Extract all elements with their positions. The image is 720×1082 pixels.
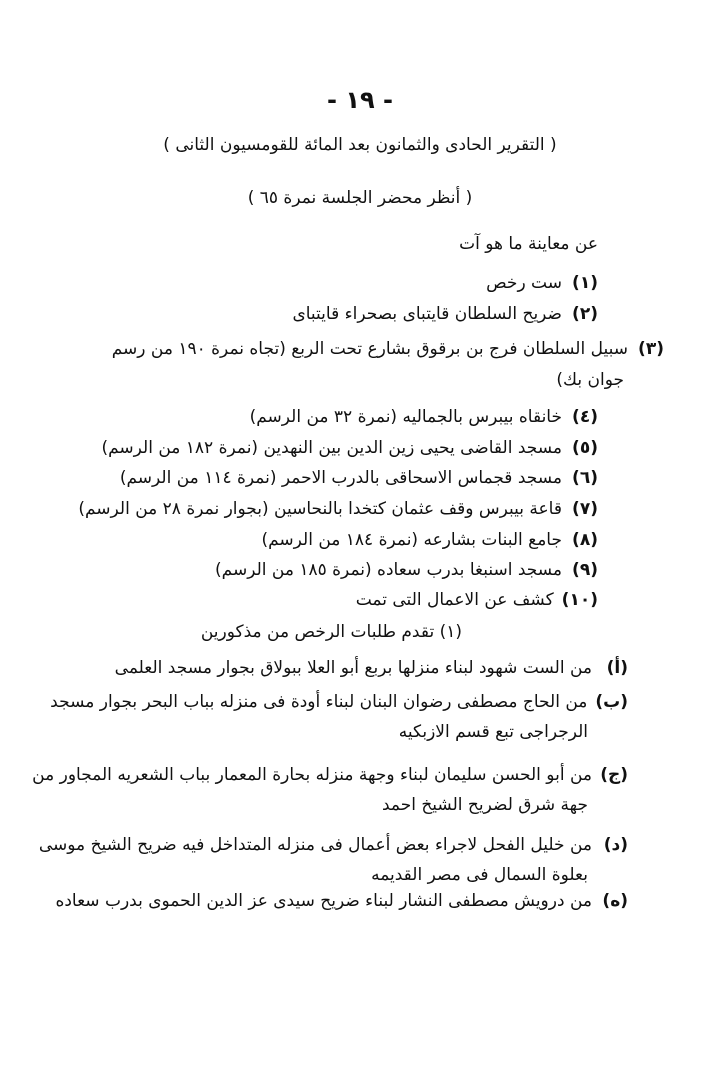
item-number: (٩) (572, 560, 598, 580)
item-text: مسجد اسنبغا بدرب سعاده (نمرة ١٨٥ من الرسم) (215, 560, 562, 580)
request-letter: (أ) (606, 658, 628, 678)
list-item (486, 271, 598, 295)
request-item (32, 763, 628, 787)
item-text: خانقاه بيبرس بالجماليه (نمرة ٣٢ من الرسم) (249, 407, 562, 427)
list-item (261, 528, 598, 552)
item-number: (٣) (638, 339, 664, 359)
request-item (115, 656, 628, 680)
item-number: (٦) (572, 468, 598, 488)
request-letter: (ج) (600, 765, 628, 785)
list-item (78, 497, 598, 521)
list-item (112, 337, 664, 361)
report-reference: ( أنظر محضر الجلسة نمرة ٦٥ ) (247, 188, 473, 208)
request-letter: (ه) (602, 891, 628, 911)
request-text: من الست شهود لبناء منزلها بربع أبو العلا ببولاق بجوار مسجد العلمى (114, 658, 592, 678)
intro-line: عن معاينة ما هو آت (459, 234, 598, 254)
item-number: (١) (572, 273, 598, 293)
request-item (55, 889, 628, 913)
item-number: (٥) (572, 438, 598, 458)
request-continuation: الرجراجى تبع قسم الازبكيه (398, 722, 588, 742)
item-number: (١٠) (561, 590, 598, 610)
item-number: (٨) (572, 530, 598, 550)
item-text: جامع البنات بشارعه (نمرة ١٨٤ من الرسم) (261, 530, 562, 550)
list-item (250, 405, 598, 429)
list-item (215, 558, 598, 582)
request-text: من خليل الفحل لاجراء بعض أعمال فى منزله المتداخل فيه ضريح الشيخ موسى (38, 835, 592, 855)
item-text: قاعة بيبرس وقف عثمان كتخدا بالنحاسين (بجوار نمرة ٢٨ من الرسم) (78, 499, 562, 519)
item-text: مسجد القاضى يحيى زين الدين بين النهدين (نمرة ١٨٢ من الرسم) (101, 438, 562, 458)
subheading: (١) تقدم طلبات الرخص من مذكورين (200, 622, 462, 642)
list-item (292, 302, 598, 326)
request-text: من درويش مصطفى النشار لبناء ضريح سيدى عز الدين الحموى بدرب سعاده (55, 891, 592, 911)
list-item (356, 588, 598, 612)
item-number: (٤) (572, 407, 598, 427)
request-continuation: جهة شرق لضريح الشيخ احمد (381, 795, 588, 815)
item-text: ضريح السلطان قايتباى بصحراء قايتباى (292, 304, 562, 324)
page-number: - ١٩ - (327, 86, 393, 114)
item-text: ست رخص (486, 273, 562, 293)
item-number: (٢) (572, 304, 598, 324)
item-text: كشف عن الاعمال التى تمت (355, 590, 554, 610)
list-item (101, 436, 598, 460)
request-item (39, 833, 628, 857)
request-letter: (ب) (595, 692, 628, 712)
item-text: سبيل السلطان فرج بن برقوق بشارع تحت الربع (تجاه نمرة ١٩٠ من رسم (111, 339, 628, 359)
item-number: (٧) (572, 499, 598, 519)
request-continuation: بعلوة السمال فى مصر القديمه (371, 865, 588, 885)
request-text: من الحاج مصطفى رضوان البنان لبناء أودة فى منزله بباب البحر بجوار مسجد (50, 692, 588, 712)
item-text: مسجد قجماس الاسحاقى بالدرب الاحمر (نمرة ١١٤ من الرسم) (119, 468, 562, 488)
request-text: من أبو الحسن سليمان لبناء وجهة منزله بحارة المعمار بباب الشعريه المجاور من (32, 765, 592, 785)
request-item (50, 690, 628, 714)
item-continuation: جوان بك) (556, 370, 624, 390)
list-item (120, 466, 598, 490)
request-letter: (د) (603, 835, 628, 855)
report-title: ( التقرير الحادى والثمانون بعد المائة للقومسيون الثانى ) (163, 135, 557, 155)
